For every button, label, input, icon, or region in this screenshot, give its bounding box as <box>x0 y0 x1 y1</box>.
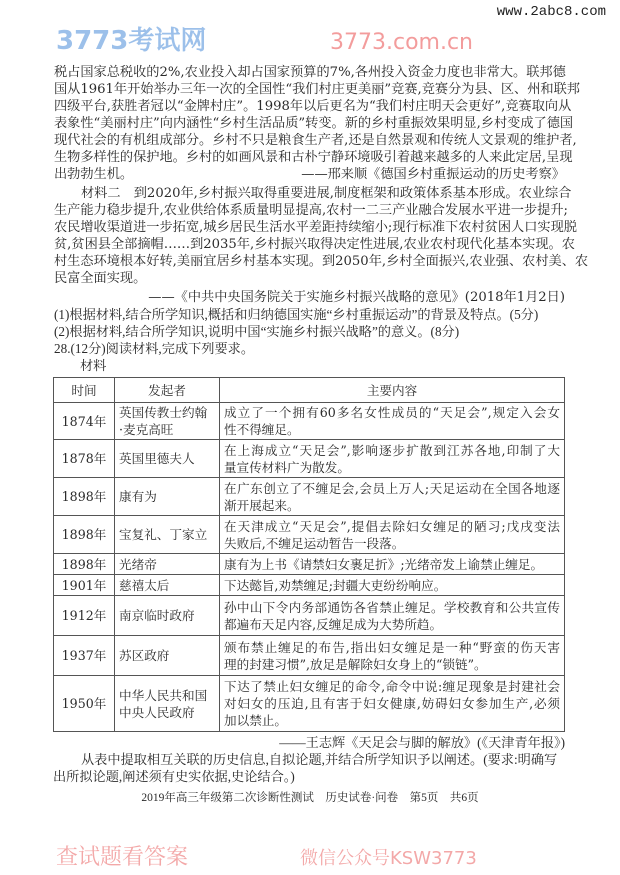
content-line: 量宣传材料广为散发。 <box>224 459 350 475</box>
cell-time: 1950年 <box>54 676 115 732</box>
question-2: (2)根据材料,结合所学知识,说明中国“实施乡村振兴战略”的意义。(8分) <box>54 324 460 339</box>
cell-time: 1937年 <box>54 636 115 676</box>
cell-content <box>220 596 565 636</box>
text-line: 生物多样性的保护地。乡村的如画风景和古朴宁静环境吸引着越来越多的人来此定居,呈现 <box>54 150 573 165</box>
page-footer: 2019年高三年级第二次诊断性测试 历史试卷·问卷 第5页 共6页 <box>141 792 479 804</box>
initiator-line: 中华人民共和国 <box>119 687 208 703</box>
text-line: 表象性“美丽村庄”向内涵性“乡村生活品质”转变。新的乡村重振效果明显,乡村变成了德国 <box>54 116 574 131</box>
table-row <box>54 554 565 575</box>
cell-content <box>220 554 565 575</box>
text-line: 农民增收渠道进一步拓宽,城乡居民生活水平差距持续缩小;现行标准下农村贫困人口实现脱 <box>54 220 577 235</box>
table-source: ——王志辉《天足会与脚的解放》(《天津青年报》) <box>279 735 565 750</box>
initiator-line: 宝复礼、丁家立 <box>119 527 208 542</box>
cell-initiator <box>115 636 220 676</box>
table-header-row <box>54 378 565 403</box>
text-line: 生产能力稳步提升,农业供给体系质量明显提高,农村一二三产业融合发展水平进一步提升; <box>54 203 568 218</box>
text-line: 国从1961年开始举办三年一次的全国性“我们村庄更美丽”竞赛,竞赛分为县、区、州和联邦 <box>54 82 580 97</box>
content-line: 在天津成立“天足会”,提倡去除妇女缠足的陋习;戊戌变法 <box>224 518 560 534</box>
cell-content <box>220 403 565 440</box>
table-row <box>54 403 565 440</box>
header-initiator: 发起者 <box>115 378 220 403</box>
table-row <box>54 478 565 516</box>
initiator-line: 康有为 <box>119 489 157 504</box>
task-line-1: 从表中提取相互关联的历史信息,自拟论题,并结合所学知识予以阐述。(要求:明确写 <box>81 752 558 767</box>
cell-initiator <box>115 596 220 636</box>
cell-initiator <box>115 403 220 440</box>
content-line: 渐开展起来。 <box>224 497 300 513</box>
cell-initiator <box>115 676 220 732</box>
content-line: 孙中山下令内务部通饬各省禁止缠足。学校教育和公共宣传 <box>224 599 560 615</box>
text-line: 村生态环境根本好转,美丽宜居乡村基本实现。到2050年,乡村全面振兴,农业强、农村美、农 <box>54 254 589 269</box>
task-line-2: 出所拟论题,阐述须有史实依据,史论结合。) <box>53 769 295 784</box>
cell-time: 1901年 <box>54 575 115 596</box>
cell-content <box>220 575 565 596</box>
watermark-wechat: 微信公众号KSW3773 <box>300 848 477 869</box>
content-line: 都遍布天足内容,反缠足成为大势所趋。 <box>224 616 443 632</box>
cell-content <box>220 440 565 478</box>
watermark-url: 3773.com.cn <box>330 30 473 55</box>
initiator-line: 英国里德夫人 <box>119 451 195 466</box>
content-line: 加以禁止。 <box>224 713 287 728</box>
cell-time: 1898年 <box>54 554 115 575</box>
question-1: (1)根据材料,结合所学知识,概括和归纳德国实施“乡村重振运动”的背景及特点。(5分) <box>54 307 539 322</box>
initiator-line: 南京临时政府 <box>119 608 195 623</box>
table-row <box>54 596 565 636</box>
content-line: 在上海成立“天足会”,影响逐步扩散到江苏各地,印制了大 <box>224 442 560 458</box>
cell-time: 1874年 <box>54 403 115 440</box>
initiator-line: 英国传教士约翰 <box>119 405 208 420</box>
initiator-line: 苏区政府 <box>119 648 170 663</box>
cell-initiator <box>115 478 220 516</box>
material-1 <box>54 64 580 183</box>
content-line: 在广东创立了不缠足会,会员上万人;天足运动在全国各地逐 <box>224 480 560 496</box>
initiator-line: 慈禧太后 <box>119 577 170 593</box>
cell-initiator <box>115 554 220 575</box>
table-row <box>54 636 565 676</box>
content-line: 康有为上书《请禁妇女裹足折》;光绪帝发上谕禁止缠足。 <box>224 556 544 572</box>
text-line: 现代社会的有机组成部分。乡村不只是粮食生产者,还是自然景观和传统人文景观的维护者, <box>54 133 577 148</box>
initiator-line: 光绪帝 <box>119 556 157 572</box>
table-row <box>54 575 565 596</box>
cell-initiator <box>115 575 220 596</box>
content-line: 对妇女的压迫,且有害于妇女健康,妨碍妇女参加生产,必须 <box>224 696 560 711</box>
material-1-source: ——邢来顺《德国乡村重振运动的历史考察》 <box>301 167 565 182</box>
header-content: 主要内容 <box>220 378 565 403</box>
site-url: www.2abc8.com <box>496 4 606 20</box>
cell-initiator <box>115 516 220 554</box>
content-line: 失败后,不缠足运动暂告一段落。 <box>224 535 405 551</box>
foot-binding-table <box>53 377 565 732</box>
initiator-line: ·麦克高旺 <box>119 422 174 437</box>
cell-time: 1878年 <box>54 440 115 478</box>
header-time: 时间 <box>54 378 115 403</box>
material-label: 材料 <box>80 358 107 373</box>
cell-initiator <box>115 440 220 478</box>
cell-time: 1898年 <box>54 478 115 516</box>
content-line: 下达懿旨,劝禁缠足;封疆大吏纷纷响应。 <box>224 577 447 593</box>
cell-content <box>220 516 565 554</box>
content-line: 理的封建习惯”,放足是解除妇女身上的“锁链”。 <box>224 656 487 672</box>
initiator-line: 中央人民政府 <box>119 704 195 720</box>
content-line: 下达了禁止妇女缠足的命令,命令中说:缠足现象是封建社会 <box>224 679 560 694</box>
cell-time: 1898年 <box>54 516 115 554</box>
text-line: 贫,贫困县全部摘帽……到2035年,乡村振兴取得决定性进展,农业农村现代化基本实现。农 <box>54 237 575 252</box>
content-line: 性不得缠足。 <box>224 422 300 437</box>
text-line: 税占国家总税收的2%,农业投入却占国家预算的7%,各州投入资金力度也非常大。联邦德 <box>54 65 566 80</box>
material-2-source: ——《中共中央国务院关于实施乡村振兴战略的意见》(2018年1月2日) <box>148 290 565 305</box>
text-line: 四级平台,获胜者冠以“金牌村庄”。1998年以后更名为“我们村庄明天会更好”,竞赛取向从 <box>54 99 572 114</box>
text-line <box>54 166 565 183</box>
material-2 <box>54 185 589 374</box>
text-line: 民富全面实现。 <box>54 271 147 286</box>
cell-content <box>220 478 565 516</box>
text-line-end: 出勃勃生机。 <box>54 167 134 182</box>
content-line: 颁布禁止缠足的布告,指出妇女缠足是一种“野蛮的伤天害 <box>224 639 560 655</box>
table-row <box>54 516 565 554</box>
content-line: 成立了一个拥有60多名女性成员的“天足会”,规定入会女 <box>224 405 560 420</box>
watermark-slogan: 查试题看答案 <box>56 845 189 870</box>
question-28: 28.(12分)阅读材料,完成下列要求。 <box>54 341 255 356</box>
cell-content <box>220 636 565 676</box>
watermark-logo: 3773考试网 <box>56 26 207 56</box>
table-row <box>54 676 565 732</box>
table-row <box>54 440 565 478</box>
cell-time: 1912年 <box>54 596 115 636</box>
question-28-section <box>53 377 565 806</box>
cell-content <box>220 676 565 732</box>
text-line: 材料二 到2020年,乡村振兴取得重要进展,制度框架和政策体系基本形成。农业综合 <box>81 186 572 201</box>
